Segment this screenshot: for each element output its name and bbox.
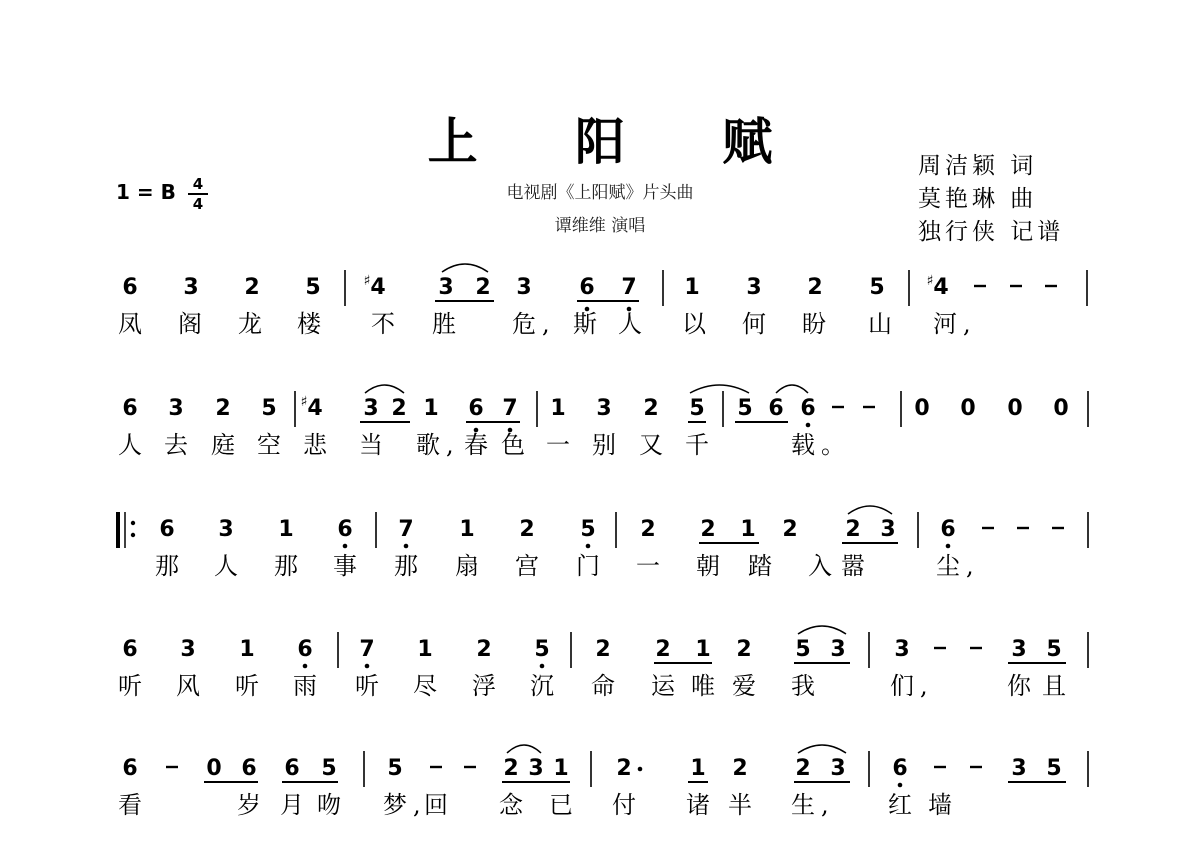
note-digit: 7 (398, 517, 414, 542)
note-digit: 0 (960, 396, 976, 421)
note-digit: 3 (218, 517, 234, 542)
note-digit: 6 (768, 396, 784, 421)
lyric-char: 别 (592, 431, 616, 459)
lyric-char: 去 (164, 431, 188, 459)
note-digit: 1 (278, 517, 294, 542)
note-digit: 1 (740, 517, 756, 542)
lyric-char: 风 (176, 672, 200, 700)
note-digit: 6 (579, 275, 595, 300)
lyric-char: 人 (118, 431, 142, 459)
lyric-char: 宫 (515, 552, 539, 580)
note-digit: 2 (475, 275, 491, 300)
note-digit: 3 (894, 637, 910, 662)
slur-arc (798, 626, 846, 634)
lyric-char: 听 (118, 672, 142, 700)
lyric-punctuation: , (542, 310, 550, 338)
note-digit: 3 (363, 396, 379, 421)
slur-arc (776, 385, 808, 393)
lyric-punctuation: 。 (821, 431, 845, 459)
lyric-char: 浮 (472, 672, 496, 700)
lyric-line (118, 791, 952, 819)
note-digit: 2 (519, 517, 535, 542)
lyric-char: 载 (791, 431, 815, 459)
lyric-char: 我 (791, 672, 815, 700)
note-digit: 0 (1007, 396, 1023, 421)
lyric-char: 空 (257, 431, 281, 459)
note-digit: 7 (502, 396, 518, 421)
octave-dot-below (898, 783, 903, 788)
octave-dot-below (586, 544, 591, 549)
lyric-char: 盼 (802, 310, 826, 338)
note-digit: 2 (244, 275, 260, 300)
note-digit: 2 (503, 756, 519, 781)
lyric-char: 阁 (178, 310, 202, 338)
note-digit: 2 (807, 275, 823, 300)
lyric-punctuation: , (821, 791, 829, 819)
lyric-char: 踏 (748, 552, 772, 580)
note-digit: 2 (845, 517, 861, 542)
lyric-char: 们 (890, 672, 914, 700)
lyric-char: 歌 (416, 431, 440, 459)
note-digit: 5 (387, 756, 403, 781)
note-digit: 6 (800, 396, 816, 421)
note-digit: 2 (215, 396, 231, 421)
note-digit: 5 (261, 396, 277, 421)
note-digit: 3 (1011, 756, 1027, 781)
note-digit: 1 (684, 275, 700, 300)
lyric-line (118, 310, 971, 338)
lyric-char: 梦 (383, 791, 407, 819)
note-digit: 2 (616, 756, 632, 781)
lyric-char: 色 (501, 431, 525, 459)
lyric-char: 红 (888, 791, 912, 819)
lyric-char: 门 (576, 552, 600, 580)
note-digit: 2 (655, 637, 671, 662)
note-digit: 6 (159, 517, 175, 542)
singer-credit: 谭维维 演唱 (554, 216, 646, 236)
lyric-char: 扇 (455, 552, 479, 580)
lyric-char: 以 (682, 310, 706, 338)
note-digit: 5 (580, 517, 596, 542)
lyric-char: 看 (118, 791, 142, 819)
lyric-char: 回 (424, 791, 448, 819)
lyric-char: 运 (651, 672, 675, 700)
sharp-sign: ♯ (363, 273, 371, 289)
note-digit: 1 (459, 517, 475, 542)
lyric-char: 爱 (732, 672, 756, 700)
note-digit: 3 (746, 275, 762, 300)
lyric-char: 你 (1007, 672, 1031, 700)
note-digit: 2 (595, 637, 611, 662)
time-signature-top: 4 (192, 175, 204, 193)
lyric-char: 当 (359, 431, 383, 459)
note-digit: 3 (528, 756, 544, 781)
note-digit: 6 (940, 517, 956, 542)
lyric-char: 危 (512, 310, 536, 338)
lyric-char: 人 (214, 552, 238, 580)
lyric-char: 斯 (573, 310, 597, 338)
song-title: 上 阳 赋 (427, 112, 813, 171)
lyric-char: 吻 (317, 791, 341, 819)
note-digit: 4 (370, 275, 386, 300)
note-digit: 6 (892, 756, 908, 781)
lyric-char: 墙 (928, 791, 952, 819)
note-digit: 3 (596, 396, 612, 421)
note-digit: 4 (307, 396, 323, 421)
note-digit: 2 (476, 637, 492, 662)
lyric-char: 春 (464, 431, 488, 459)
slur-arc (442, 264, 488, 272)
note-digit: 5 (737, 396, 753, 421)
slur-arc (690, 385, 749, 393)
lyric-char: 岁 (237, 791, 261, 819)
note-digit: 6 (468, 396, 484, 421)
augmentation-dot (638, 767, 643, 772)
note-digit: 6 (241, 756, 257, 781)
lyric-char: 庭 (211, 431, 235, 459)
note-digit: 3 (168, 396, 184, 421)
octave-dot-below (303, 664, 308, 669)
lyric-char: 一 (636, 552, 660, 580)
repeat-dot (131, 521, 135, 525)
slur-arc (798, 745, 846, 753)
lyric-char: 人 (618, 310, 642, 338)
note-digit: 2 (700, 517, 716, 542)
note-digit: 5 (869, 275, 885, 300)
lyric-char: 那 (274, 552, 298, 580)
note-digit: 5 (534, 637, 550, 662)
lyric-char: 凤 (118, 310, 142, 338)
note-digit: 5 (795, 637, 811, 662)
lyric-char: 千 (685, 431, 709, 459)
lyric-char: 不 (371, 310, 395, 338)
lyric-char: 朝 (696, 552, 720, 580)
note-digit: 6 (122, 756, 138, 781)
lyric-char: 命 (591, 672, 615, 700)
repeat-thick-bar (116, 512, 120, 548)
note-digit: 2 (732, 756, 748, 781)
note-digit: 1 (695, 637, 711, 662)
lyric-char: 尽 (413, 672, 437, 700)
repeat-dot (131, 533, 135, 537)
note-digit: 3 (880, 517, 896, 542)
slur-arc (365, 385, 404, 393)
octave-dot-below (343, 544, 348, 549)
note-digit: 3 (183, 275, 199, 300)
octave-dot-below (365, 664, 370, 669)
lyric-char: 念 (499, 791, 523, 819)
note-digit: 0 (206, 756, 222, 781)
lyric-punctuation: , (966, 552, 974, 580)
note-digit: 0 (914, 396, 930, 421)
note-digit: 6 (122, 275, 138, 300)
composer-credit: 莫艳琳 曲 (918, 186, 1038, 212)
note-digit: 2 (782, 517, 798, 542)
note-digit: 5 (689, 396, 705, 421)
octave-dot-below (946, 544, 951, 549)
lyric-char: 尘 (936, 552, 960, 580)
note-digit: 6 (284, 756, 300, 781)
note-digit: 3 (438, 275, 454, 300)
transcriber-credit: 独行侠 记谱 (918, 219, 1065, 245)
lyric-line (118, 672, 1066, 700)
lyric-char: 龙 (238, 310, 262, 338)
note-digit: 2 (795, 756, 811, 781)
note-digit: 2 (736, 637, 752, 662)
note-digit: 5 (1046, 756, 1062, 781)
note-digit: 5 (321, 756, 337, 781)
note-digit: 3 (516, 275, 532, 300)
lyric-char: 事 (333, 552, 357, 580)
key-signature: 1 = B (116, 180, 176, 204)
note-digit: 5 (305, 275, 321, 300)
note-digit: 3 (180, 637, 196, 662)
note-digit: 3 (830, 756, 846, 781)
lyric-char: 入 (808, 552, 832, 580)
slur-arc (507, 745, 541, 753)
note-digit: 5 (1046, 637, 1062, 662)
note-digit: 1 (417, 637, 433, 662)
lyric-char: 诸 (686, 791, 710, 819)
lyric-char: 胜 (432, 310, 456, 338)
lyric-punctuation: , (920, 672, 928, 700)
lyric-char: 付 (612, 791, 636, 819)
lyric-char: 唯 (691, 672, 715, 700)
sharp-sign: ♯ (926, 273, 934, 289)
lyric-char: 半 (728, 791, 752, 819)
lyric-punctuation: , (963, 310, 971, 338)
note-digit: 1 (553, 756, 569, 781)
lyric-char: 月 (280, 791, 304, 819)
lyric-char: 已 (549, 791, 573, 819)
lyric-char: 何 (742, 310, 766, 338)
lyric-char: 那 (394, 552, 418, 580)
note-digit: 7 (359, 637, 375, 662)
lyric-char: 河 (933, 310, 957, 338)
note-digit: 7 (621, 275, 637, 300)
note-digit: 6 (122, 637, 138, 662)
note-digit: 4 (933, 275, 949, 300)
note-digit: 2 (640, 517, 656, 542)
note-digit: 3 (830, 637, 846, 662)
octave-dot-below (806, 423, 811, 428)
note-digit: 3 (1011, 637, 1027, 662)
note-digit: 0 (1053, 396, 1069, 421)
lyric-char: 听 (355, 672, 379, 700)
lyric-char: 沉 (530, 672, 554, 700)
octave-dot-below (404, 544, 409, 549)
song-subtitle: 电视剧《上阳赋》片头曲 (506, 183, 694, 203)
lyric-char: 雨 (293, 672, 317, 700)
note-digit: 6 (122, 396, 138, 421)
lyric-char: 且 (1042, 672, 1066, 700)
lyric-char: 那 (155, 552, 179, 580)
note-digit: 1 (423, 396, 439, 421)
lyric-char: 一 (546, 431, 570, 459)
lyric-char: 听 (235, 672, 259, 700)
note-digit: 2 (391, 396, 407, 421)
note-digit: 6 (297, 637, 313, 662)
note-digit: 6 (337, 517, 353, 542)
sharp-sign: ♯ (300, 394, 308, 410)
lyric-char: 嚣 (841, 552, 865, 580)
lyric-char: 悲 (303, 431, 327, 459)
lyric-char: 生 (791, 791, 815, 819)
slur-arc (848, 506, 892, 514)
octave-dot-below (540, 664, 545, 669)
lyric-line (155, 552, 974, 580)
lyric-char: 又 (639, 431, 663, 459)
time-signature-bottom: 4 (192, 195, 204, 213)
lyricist-credit: 周洁颖 词 (918, 153, 1038, 179)
note-digit: 1 (239, 637, 255, 662)
lyric-punctuation: , (446, 431, 454, 459)
lyric-punctuation: , (413, 791, 421, 819)
lyric-char: 楼 (297, 310, 321, 338)
lyric-line (118, 431, 845, 459)
note-digit: 1 (690, 756, 706, 781)
note-digit: 1 (550, 396, 566, 421)
lyric-char: 山 (868, 310, 892, 338)
note-digit: 2 (643, 396, 659, 421)
